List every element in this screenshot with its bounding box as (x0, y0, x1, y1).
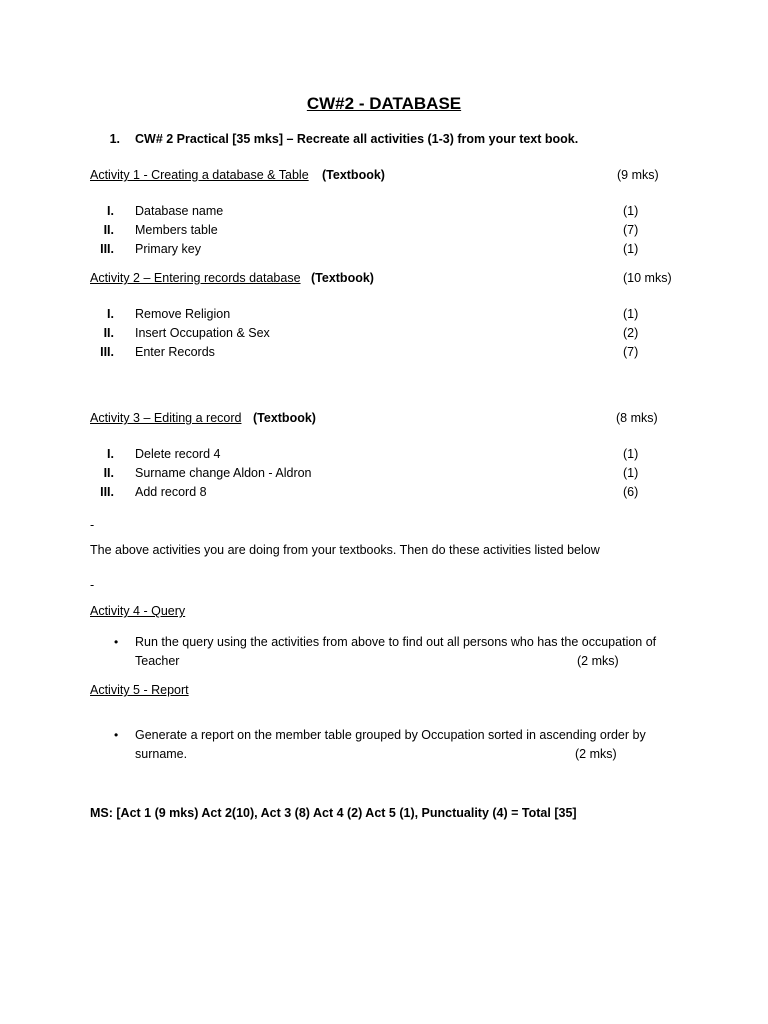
activity3-marks: (8 mks) (616, 411, 658, 425)
activity3-item-label: Add record 8 (135, 485, 207, 499)
activity2-item-mark: (7) (623, 345, 639, 359)
activity2-item-mark: (2) (623, 326, 639, 340)
activity1-item-roman: III. (100, 242, 114, 256)
activity3-item-label: Surname change Aldon - Aldron (135, 466, 312, 480)
activity2-item-roman: I. (107, 307, 114, 321)
activity4-line1: Run the query using the activities from above to find out all persons who has the occupation of (135, 635, 657, 649)
activity3-item-roman: II. (103, 466, 114, 480)
activity5-line1: Generate a report on the member table grouped by Occupation sorted in ascending order by (135, 728, 646, 742)
dash: - (90, 518, 95, 532)
intro-number: 1. (109, 132, 120, 146)
activity1-item-roman: II. (103, 223, 114, 237)
activity2-item-label: Enter Records (135, 345, 215, 359)
activity2-source: (Textbook) (311, 271, 374, 285)
activity1-item-label: Members table (135, 223, 218, 237)
activity3-item-roman: I. (107, 447, 114, 461)
activity1-marks: (9 mks) (617, 168, 659, 182)
activity3-item-mark: (6) (623, 485, 639, 499)
activity2-heading: Activity 2 – Entering records database (90, 271, 301, 285)
activity1-item-mark: (1) (623, 204, 639, 218)
intro-text: CW# 2 Practical [35 mks] – Recreate all activities (1-3) from your text book. (135, 132, 579, 146)
activity5-heading: Activity 5 - Report (90, 683, 189, 697)
activity3-item-mark: (1) (623, 466, 639, 480)
activity3-heading: Activity 3 – Editing a record (90, 411, 242, 425)
activity3-item-mark: (1) (623, 447, 639, 461)
activity2-marks: (10 mks) (623, 271, 672, 285)
activity4-heading: Activity 4 - Query (90, 604, 186, 618)
bullet-icon: • (114, 728, 119, 742)
activity4-marks: (2 mks) (577, 654, 619, 668)
marking-scheme: MS: [Act 1 (9 mks) Act 2(10), Act 3 (8) Act 4 (2) Act 5 (1), Punctuality (4) = Total [35] (90, 806, 577, 820)
activity1-source: (Textbook) (322, 168, 385, 182)
activity2-item-mark: (1) (623, 307, 639, 321)
activity1-item-mark: (1) (623, 242, 639, 256)
activity2-item-roman: II. (103, 326, 114, 340)
transition-text: The above activities you are doing from your textbooks. Then do these activities listed below (90, 543, 600, 557)
activity1-item-label: Primary key (135, 242, 201, 256)
activity2-item-label: Remove Religion (135, 307, 231, 321)
activity5-line2: surname. (135, 747, 188, 761)
dash: - (90, 578, 95, 592)
activity3-item-label: Delete record 4 (135, 447, 221, 461)
activity2-item-roman: III. (100, 345, 114, 359)
bullet-icon: • (114, 635, 119, 649)
activity1-item-label: Database name (135, 204, 224, 218)
activity1-item-mark: (7) (623, 223, 639, 237)
activity5-marks: (2 mks) (575, 747, 617, 761)
activity4-line2: Teacher (135, 654, 180, 668)
activity2-item-label: Insert Occupation & Sex (135, 326, 270, 340)
activity3-item-roman: III. (100, 485, 114, 499)
page-title: CW#2 - DATABASE (306, 94, 462, 113)
activity3-source: (Textbook) (253, 411, 316, 425)
activity1-heading: Activity 1 - Creating a database & Table (90, 168, 309, 182)
activity1-item-roman: I. (107, 204, 114, 218)
